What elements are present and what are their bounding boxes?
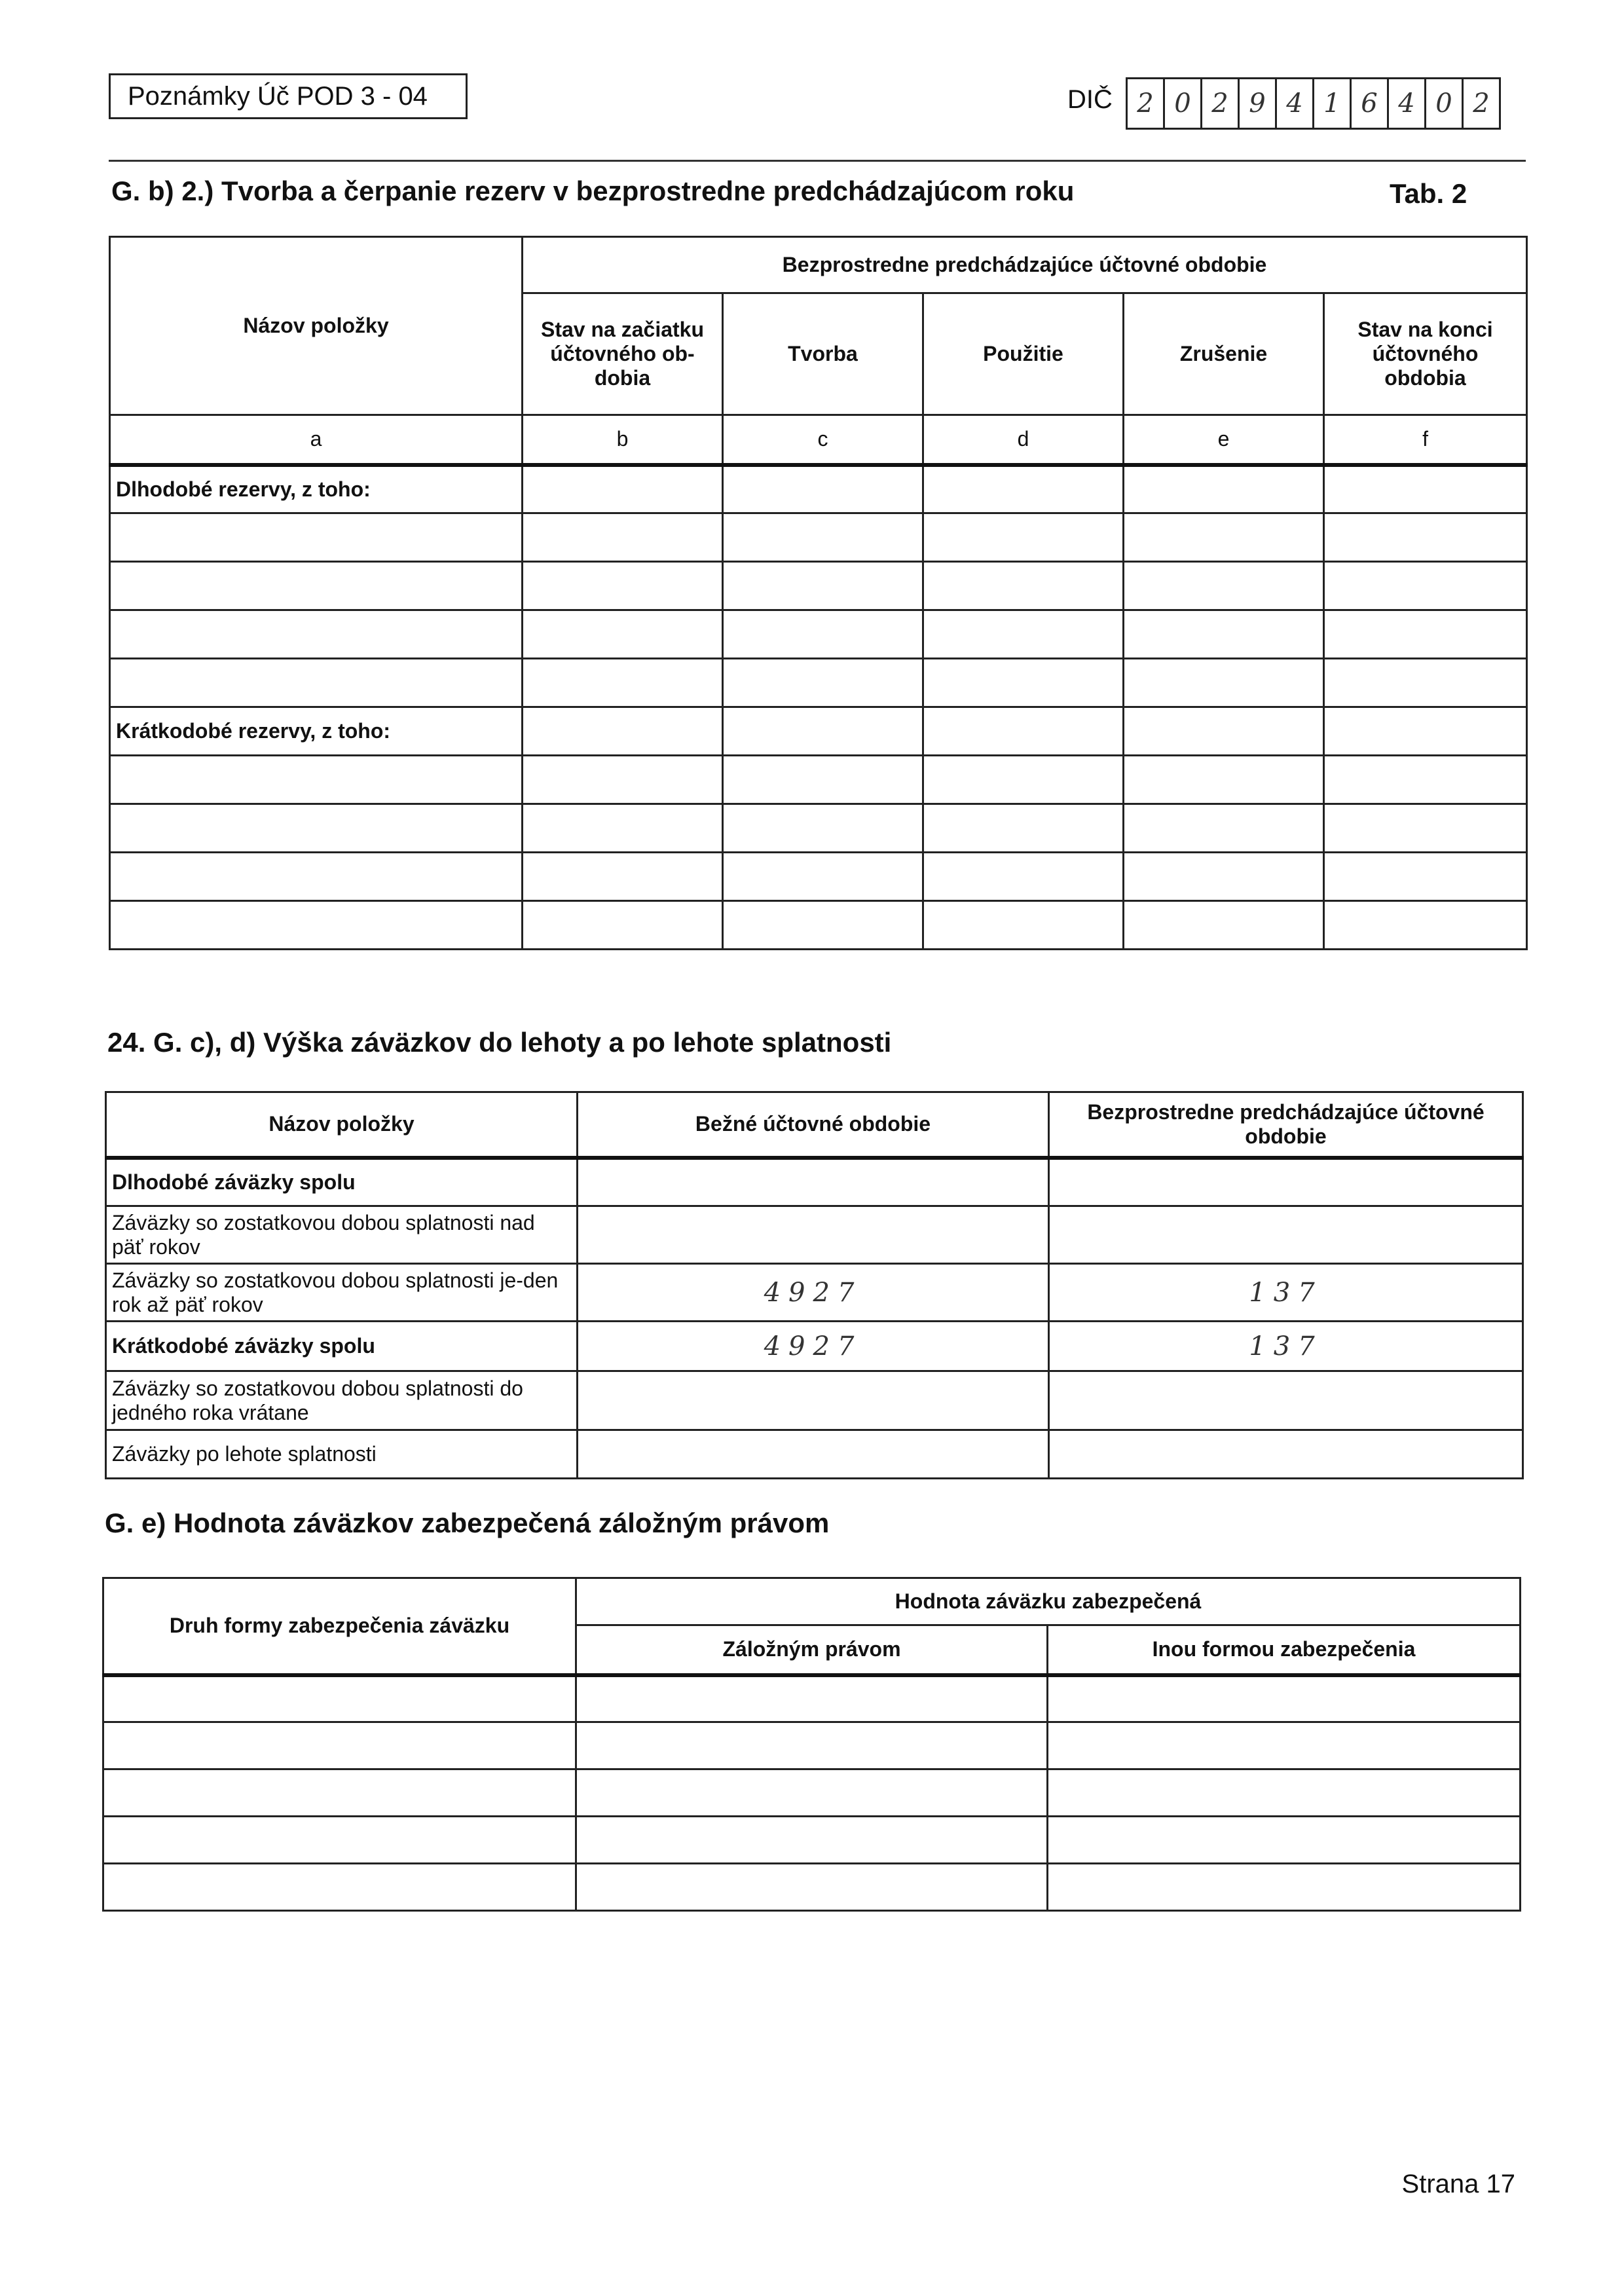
table-cell[interactable] bbox=[576, 1675, 1048, 1722]
table-cell[interactable] bbox=[1124, 707, 1324, 756]
row-label: Záväzky so zostatkovou dobou splatnosti je-den rok až päť rokov bbox=[106, 1264, 578, 1322]
col-letter: a bbox=[110, 415, 523, 465]
table-cell[interactable] bbox=[576, 1722, 1048, 1769]
value-previous[interactable] bbox=[1049, 1158, 1523, 1206]
col-header-usage: Použitie bbox=[923, 293, 1124, 415]
table-cell[interactable] bbox=[103, 1722, 576, 1769]
table-cell[interactable] bbox=[923, 804, 1124, 853]
liabilities-table bbox=[105, 1091, 1524, 1479]
table-cell[interactable] bbox=[1048, 1769, 1521, 1817]
dic-digit[interactable]: 4 bbox=[1387, 77, 1426, 130]
value-previous[interactable] bbox=[1049, 1430, 1523, 1479]
table-cell[interactable] bbox=[110, 901, 523, 950]
dic-digit[interactable]: 0 bbox=[1424, 77, 1464, 130]
table-cell[interactable] bbox=[723, 562, 923, 610]
table-cell[interactable] bbox=[103, 1769, 576, 1817]
table-cell[interactable] bbox=[1324, 756, 1527, 804]
table-cell[interactable] bbox=[923, 562, 1124, 610]
value-current[interactable] bbox=[578, 1206, 1049, 1264]
dic-digit[interactable]: 2 bbox=[1200, 77, 1240, 130]
dic-boxes bbox=[1128, 77, 1501, 130]
table-cell[interactable] bbox=[1324, 804, 1527, 853]
table-cell[interactable] bbox=[110, 659, 523, 707]
table-cell[interactable] bbox=[723, 756, 923, 804]
dic-digit[interactable]: 9 bbox=[1238, 77, 1277, 130]
table-cell[interactable] bbox=[1124, 853, 1324, 901]
header-divider bbox=[109, 160, 1526, 162]
table-cell[interactable] bbox=[1324, 465, 1527, 513]
table-cell[interactable] bbox=[1048, 1675, 1521, 1722]
value-current[interactable]: 4927 bbox=[578, 1322, 1049, 1371]
table-cell[interactable] bbox=[1048, 1864, 1521, 1911]
table-cell[interactable] bbox=[523, 513, 723, 562]
long-term-reserves-label: Dlhodobé rezervy, z toho: bbox=[110, 465, 523, 513]
page-number: Strana 17 bbox=[1401, 2170, 1515, 2198]
col-header-end: Stav na konci účtovného obdobia bbox=[1324, 293, 1527, 415]
value-current[interactable] bbox=[578, 1430, 1049, 1479]
group-header: Bezprostredne predchádzajúce účtovné obdobie bbox=[523, 237, 1527, 293]
table-cell[interactable] bbox=[1324, 610, 1527, 659]
table-cell[interactable] bbox=[723, 804, 923, 853]
section3-title: G. e) Hodnota záväzkov zabezpečená záložným právom bbox=[105, 1508, 830, 1538]
table-cell[interactable] bbox=[723, 610, 923, 659]
table-cell[interactable] bbox=[110, 853, 523, 901]
table-cell[interactable] bbox=[1324, 901, 1527, 950]
table-cell[interactable] bbox=[103, 1864, 576, 1911]
table-cell[interactable] bbox=[923, 756, 1124, 804]
table-cell[interactable] bbox=[1124, 562, 1324, 610]
table-cell[interactable] bbox=[523, 465, 723, 513]
table-cell[interactable] bbox=[523, 756, 723, 804]
table-cell[interactable] bbox=[523, 562, 723, 610]
col-letter: d bbox=[923, 415, 1124, 465]
table-cell[interactable] bbox=[1124, 659, 1324, 707]
table-cell[interactable] bbox=[523, 610, 723, 659]
row-label: Záväzky so zostatkovou dobou splatnosti nad päť rokov bbox=[106, 1206, 578, 1264]
table-cell[interactable] bbox=[923, 610, 1124, 659]
short-term-reserves-label: Krátkodobé rezervy, z toho: bbox=[110, 707, 523, 756]
col-previous-header: Bezprostredne predchádzajúce účtovné obdobie bbox=[1049, 1092, 1523, 1158]
col-letter: f bbox=[1324, 415, 1527, 465]
table-cell[interactable] bbox=[110, 513, 523, 562]
value-previous[interactable]: 137 bbox=[1049, 1322, 1523, 1371]
row-label: Záväzky po lehote splatnosti bbox=[106, 1430, 578, 1479]
value-previous[interactable] bbox=[1049, 1206, 1523, 1264]
table-cell[interactable] bbox=[523, 659, 723, 707]
table-cell[interactable] bbox=[723, 465, 923, 513]
dic-label: DIČ bbox=[1067, 85, 1113, 114]
group-header: Hodnota záväzku zabezpečená bbox=[576, 1578, 1521, 1625]
tab-label: Tab. 2 bbox=[1390, 178, 1467, 209]
col-letter: e bbox=[1124, 415, 1324, 465]
table-cell[interactable] bbox=[723, 513, 923, 562]
col-letter: c bbox=[723, 415, 923, 465]
dic-digit[interactable]: 6 bbox=[1350, 77, 1389, 130]
col-name-header: Názov položky bbox=[110, 237, 523, 415]
table-cell[interactable] bbox=[523, 901, 723, 950]
col-lien-header: Záložným právom bbox=[576, 1625, 1048, 1675]
reserves-table bbox=[109, 236, 1528, 950]
table-cell[interactable] bbox=[1324, 513, 1527, 562]
dic-digit[interactable]: 0 bbox=[1163, 77, 1202, 130]
table-cell[interactable] bbox=[723, 901, 923, 950]
table-cell[interactable] bbox=[723, 853, 923, 901]
table-cell[interactable] bbox=[1124, 465, 1324, 513]
value-previous[interactable] bbox=[1049, 1371, 1523, 1430]
value-current[interactable] bbox=[578, 1158, 1049, 1206]
col-type-header: Druh formy zabezpečenia záväzku bbox=[103, 1578, 576, 1675]
table-cell[interactable] bbox=[923, 901, 1124, 950]
table-cell[interactable] bbox=[523, 804, 723, 853]
table-cell[interactable] bbox=[1124, 804, 1324, 853]
table-cell[interactable] bbox=[103, 1817, 576, 1864]
dic-digit[interactable]: 2 bbox=[1462, 77, 1501, 130]
table-cell[interactable] bbox=[923, 853, 1124, 901]
table-cell[interactable] bbox=[1124, 901, 1324, 950]
table-cell[interactable] bbox=[576, 1817, 1048, 1864]
section2-title: 24. G. c), d) Výška záväzkov do lehoty a po lehote splatnosti bbox=[107, 1027, 892, 1058]
table-cell[interactable] bbox=[110, 610, 523, 659]
table-cell[interactable] bbox=[110, 756, 523, 804]
col-current-header: Bežné účtovné obdobie bbox=[578, 1092, 1049, 1158]
table-cell[interactable] bbox=[110, 804, 523, 853]
col-name-header: Názov položky bbox=[106, 1092, 578, 1158]
table-cell[interactable] bbox=[523, 707, 723, 756]
section1-title: G. b) 2.) Tvorba a čerpanie rezerv v bezprostredne predchádzajúcom roku bbox=[111, 176, 1075, 206]
table-cell[interactable] bbox=[1124, 513, 1324, 562]
row-label: Dlhodobé záväzky spolu bbox=[106, 1158, 578, 1206]
col-other-header: Inou formou zabezpečenia bbox=[1048, 1625, 1521, 1675]
table-cell[interactable] bbox=[1324, 853, 1527, 901]
value-previous[interactable]: 137 bbox=[1049, 1264, 1523, 1322]
table-cell[interactable] bbox=[923, 465, 1124, 513]
table-cell[interactable] bbox=[1324, 707, 1527, 756]
col-letter: b bbox=[523, 415, 723, 465]
table-cell[interactable] bbox=[1048, 1722, 1521, 1769]
table-cell[interactable] bbox=[1124, 756, 1324, 804]
dic-digit[interactable]: 2 bbox=[1126, 77, 1165, 130]
col-header-start: Stav na začiatku účtovného ob-dobia bbox=[523, 293, 723, 415]
row-label: Záväzky so zostatkovou dobou splatnosti do jedného roka vrátane bbox=[106, 1371, 578, 1430]
table-cell[interactable] bbox=[723, 659, 923, 707]
table-cell[interactable] bbox=[110, 562, 523, 610]
table-cell[interactable] bbox=[923, 707, 1124, 756]
table-cell[interactable] bbox=[1324, 562, 1527, 610]
form-label: Poznámky Úč POD 3 - 04 bbox=[109, 73, 468, 119]
collateral-table bbox=[102, 1577, 1521, 1912]
dic-digit[interactable]: 4 bbox=[1275, 77, 1314, 130]
table-cell[interactable] bbox=[1324, 659, 1527, 707]
col-header-cancellation: Zrušenie bbox=[1124, 293, 1324, 415]
value-current[interactable]: 4927 bbox=[578, 1264, 1049, 1322]
row-label: Krátkodobé záväzky spolu bbox=[106, 1322, 578, 1371]
table-cell[interactable] bbox=[523, 853, 723, 901]
table-cell[interactable] bbox=[576, 1864, 1048, 1911]
table-cell[interactable] bbox=[723, 707, 923, 756]
table-cell[interactable] bbox=[576, 1769, 1048, 1817]
dic-digit[interactable]: 1 bbox=[1312, 77, 1352, 130]
table-cell[interactable] bbox=[1124, 610, 1324, 659]
table-cell[interactable] bbox=[1048, 1817, 1521, 1864]
value-current[interactable] bbox=[578, 1371, 1049, 1430]
col-header-creation: Tvorba bbox=[723, 293, 923, 415]
table-cell[interactable] bbox=[923, 513, 1124, 562]
table-cell[interactable] bbox=[103, 1675, 576, 1722]
table-cell[interactable] bbox=[923, 659, 1124, 707]
